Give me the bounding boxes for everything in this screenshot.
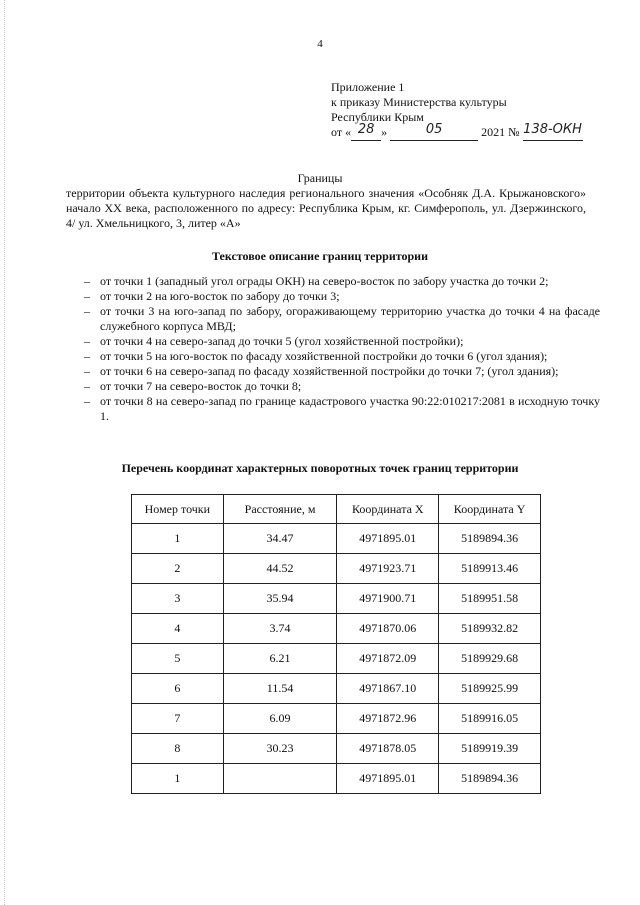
cell-coordinate-x: 4971872.09	[337, 644, 439, 674]
boundary-description-list	[84, 274, 600, 424]
coordinates-table	[131, 494, 541, 794]
document-subtitle: территории объекта культурного наследия регионального значения «Особняк Д.А. Крыжановского» начало ХХ века, расположенного по адресу: Республика Крым, кг. Симферополь, ул. Дзержинского, 4/ ул. Хмельницкого, 3, литер «А»	[66, 186, 586, 230]
cell-coordinate-y: 5189894.36	[439, 524, 541, 554]
list-item-text: от точки 7 на северо-восток до точки 8;	[100, 379, 302, 393]
cell-distance: 34.47	[223, 524, 337, 554]
list-item	[84, 304, 600, 334]
appendix-line-1: Приложение 1	[331, 80, 405, 94]
cell-point-number: 7	[132, 704, 224, 734]
header-point-number: Номер точки	[132, 495, 224, 524]
cell-point-number: 4	[132, 614, 224, 644]
cell-coordinate-y: 5189951.58	[439, 584, 541, 614]
list-item	[84, 289, 600, 304]
appendix-date-line	[331, 122, 583, 141]
list-item-text: от точки 3 на юго-запад по забору, огораживающему территорию участка до точки 4 на фасаде служебного корпуса МВД;	[100, 304, 600, 333]
list-dash-marker: –	[84, 304, 90, 318]
table-row	[132, 674, 541, 704]
cell-coordinate-y: 5189913.46	[439, 554, 541, 584]
appendix-block	[331, 80, 583, 141]
list-item	[84, 394, 600, 424]
list-dash-marker: –	[84, 334, 90, 348]
cell-point-number: 3	[132, 584, 224, 614]
cell-coordinate-x: 4971900.71	[337, 584, 439, 614]
cell-coordinate-x: 4971895.01	[337, 764, 439, 794]
cell-coordinate-x: 4971923.71	[337, 554, 439, 584]
cell-distance	[223, 764, 337, 794]
list-item-text: от точки 4 на северо-запад до точки 5 (угол хозяйственной постройки);	[100, 334, 464, 348]
header-distance: Расстояние, м	[223, 495, 337, 524]
appendix-line-3: Республики Крым	[331, 110, 424, 124]
cell-coordinate-y: 5189919.39	[439, 734, 541, 764]
page-edge-dotted-line	[4, 0, 5, 905]
table-row	[132, 584, 541, 614]
table-heading: Перечень координат характерных поворотных точек границ территории	[121, 461, 519, 475]
cell-distance: 35.94	[223, 584, 337, 614]
list-item	[84, 334, 600, 349]
list-dash-marker: –	[84, 289, 90, 303]
list-item	[84, 349, 600, 364]
cell-coordinate-y: 5189925.99	[439, 674, 541, 704]
cell-coordinate-x: 4971872.96	[337, 704, 439, 734]
table-row	[132, 524, 541, 554]
date-day-handwritten: 28	[357, 122, 375, 137]
list-item	[84, 379, 600, 394]
cell-point-number: 6	[132, 674, 224, 704]
cell-distance: 30.23	[223, 734, 337, 764]
cell-coordinate-x: 4971878.05	[337, 734, 439, 764]
order-number-field	[523, 122, 583, 141]
description-heading: Текстовое описание границ территории	[211, 249, 429, 263]
document-title: Границы	[297, 171, 343, 185]
table-row	[132, 614, 541, 644]
list-item-text: от точки 2 на юго-восток по забору до точки 3;	[100, 289, 340, 303]
cell-point-number: 5	[132, 644, 224, 674]
cell-point-number: 1	[132, 524, 224, 554]
list-item	[84, 274, 600, 289]
header-coordinate-x: Координата X	[337, 495, 439, 524]
cell-coordinate-y: 5189929.68	[439, 644, 541, 674]
table-row	[132, 704, 541, 734]
cell-distance: 3.74	[223, 614, 337, 644]
list-dash-marker: –	[84, 394, 90, 408]
page-number: 4	[317, 38, 323, 50]
list-dash-marker: –	[84, 274, 90, 288]
list-item-text: от точки 8 на северо-запад по границе кадастрового участка 90:22:010217:2081 в исходную точку 1.	[100, 394, 600, 423]
list-item-text: от точки 6 на северо-запад по фасаду хозяйственной постройки до точки 7; (угол здания);	[100, 364, 559, 378]
date-month-handwritten: 05	[425, 122, 443, 137]
list-dash-marker: –	[84, 364, 90, 378]
cell-coordinate-x: 4971867.10	[337, 674, 439, 704]
date-quote-close: »	[381, 125, 388, 139]
cell-point-number: 1	[132, 764, 224, 794]
date-month-field	[390, 122, 478, 141]
list-dash-marker: –	[84, 379, 90, 393]
cell-distance: 44.52	[223, 554, 337, 584]
cell-point-number: 2	[132, 554, 224, 584]
order-number-handwritten: 138-ОКН	[523, 122, 582, 137]
cell-distance: 6.21	[223, 644, 337, 674]
table-row	[132, 644, 541, 674]
date-day-field	[351, 122, 381, 141]
table-row	[132, 764, 541, 794]
cell-coordinate-y: 5189894.36	[439, 764, 541, 794]
list-item	[84, 364, 600, 379]
list-dash-marker: –	[84, 349, 90, 363]
list-item-text: от точки 5 на юго-восток по фасаду хозяйственной постройки до точки 6 (угол здания);	[100, 349, 548, 363]
cell-distance: 11.54	[223, 674, 337, 704]
cell-coordinate-y: 5189916.05	[439, 704, 541, 734]
table-header-row	[132, 495, 541, 524]
year-and-number-label: 2021 №	[481, 125, 520, 139]
cell-distance: 6.09	[223, 704, 337, 734]
appendix-line-2: к приказу Министерства культуры	[331, 95, 507, 109]
cell-coordinate-y: 5189932.82	[439, 614, 541, 644]
table-row	[132, 734, 541, 764]
date-prefix: от «	[331, 125, 352, 139]
header-coordinate-y: Координата Y	[439, 495, 541, 524]
table-row	[132, 554, 541, 584]
cell-point-number: 8	[132, 734, 224, 764]
cell-coordinate-x: 4971895.01	[337, 524, 439, 554]
list-item-text: от точки 1 (западный угол ограды ОКН) на северо-восток по забору участка до точки 2;	[100, 274, 549, 288]
cell-coordinate-x: 4971870.06	[337, 614, 439, 644]
